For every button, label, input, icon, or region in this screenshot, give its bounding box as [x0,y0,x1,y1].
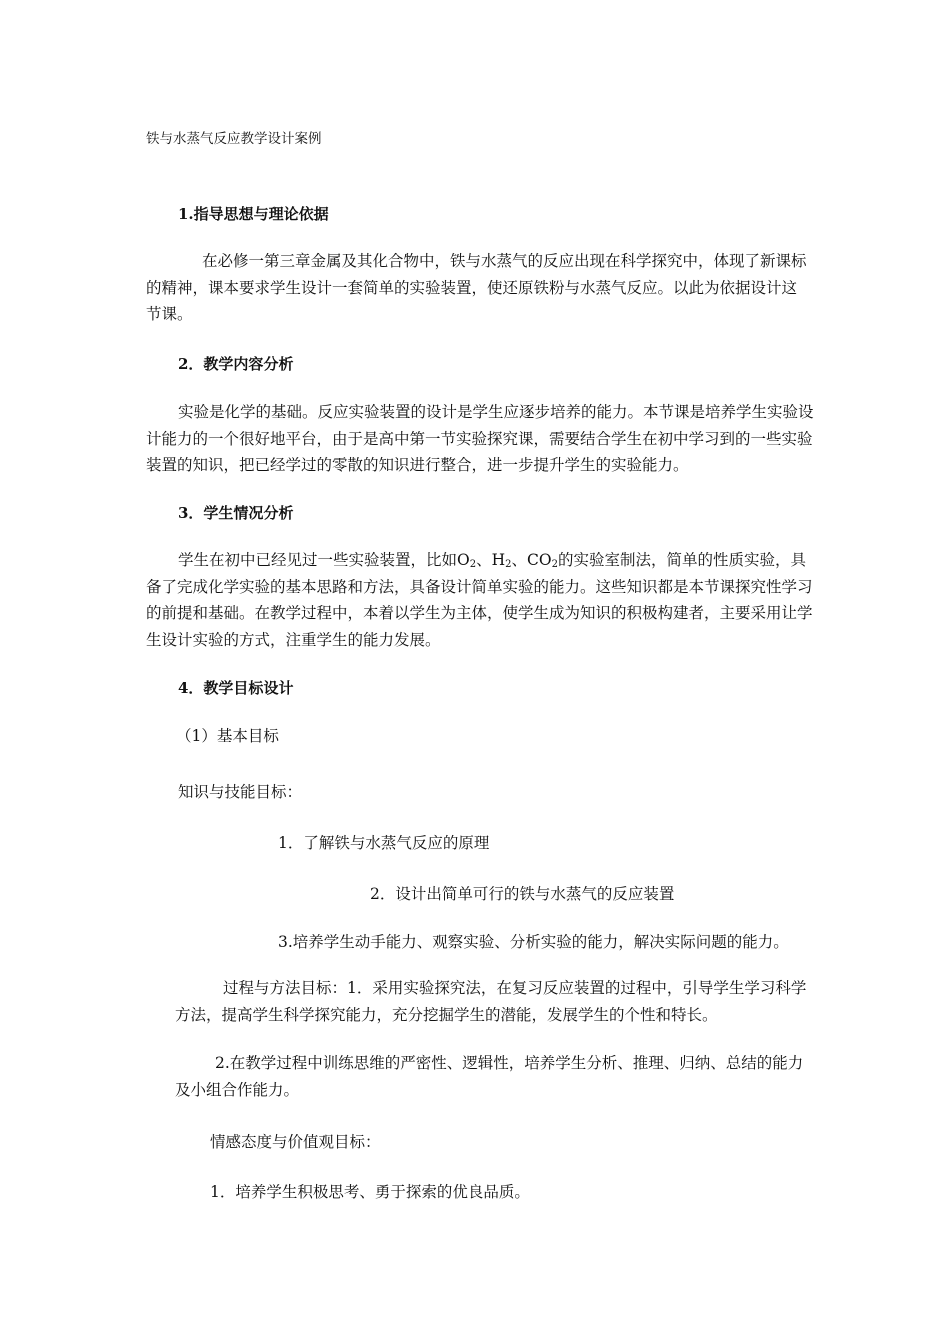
section-1-heading: 1.指导思想与理论依据 [178,205,329,223]
para-text-co: 、CO [511,551,552,569]
section-3-paragraph [146,547,814,653]
section-4-heading: 4．教学目标设计 [178,679,294,697]
emotion-value-label: 情感态度与价值观目标： [210,1133,381,1151]
emotion-item-1: 1．培养学生积极思考、勇于探索的优良品质。 [210,1183,530,1201]
o2-subscript: 2 [469,559,477,570]
knowledge-item-1: 1．了解铁与水蒸气反应的原理 [278,834,490,852]
co2-subscript: 2 [551,559,558,570]
process-method-paragraph-1: 过程与方法目标：1．采用实验探究法，在复习反应装置的过程中，引导学生学习科学方法，提高学生科学探究能力，充分挖掘学生的潜能，发展学生的个性和特长。 [175,979,807,1024]
process-method-paragraph-2: 2.在教学过程中训练思维的严密性、逻辑性，培养学生分析、推理、归纳、总结的能力及小组合作能力。 [175,1054,804,1099]
knowledge-item-3: 3.培养学生动手能力、观察实验、分析实验的能力，解决实际问题的能力。 [278,933,789,951]
section-1-paragraph: 在必修一第三章金属及其化合物中，铁与水蒸气的反应出现在科学探究中，体现了新课标的精神，课本要求学生设计一套简单的实验装置，使还原铁粉与水蒸气反应。以此为依据设计这节课。 [146,252,807,323]
section-2-heading: 2．教学内容分析 [178,355,294,373]
knowledge-skill-label: 知识与技能目标： [178,783,303,801]
section-2-paragraph: 实验是化学的基础。反应实验装置的设计是学生应逐步培养的能力。本节课是培养学生实验设计能力的一个很好地平台，由于是高中第一节实验探究课，需要结合学生在初中学习到的一些实验装置的知识，把已经学过的零散的知识进行整合，进一步提升学生的实验能力。 [146,403,814,474]
section-3-heading: 3．学生情况分析 [178,504,294,522]
basic-goal-label: （1）基本目标 [176,727,279,745]
document-title: 铁与水蒸气反应教学设计案例 [146,131,322,147]
para-text-h: 、H [476,551,506,569]
para-text-start: 学生在初中已经见过一些实验装置，比如O [178,551,470,569]
para-text-end: 的实验室制法，简单的性质实验，具备了完成化学实验的基本思路和方法，具备设计简单实验的能力。这些知识都是本节课探究性学习的前提和基础。在教学过程中，本着以学生为主体，使学生成为知识的积极构建者，主要采用让学生设计实验的方式，注重学生的能力发展。 [146,551,813,649]
h2-subscript: 2 [505,559,512,570]
knowledge-item-2: 2．设计出简单可行的铁与水蒸气的反应装置 [370,885,675,903]
